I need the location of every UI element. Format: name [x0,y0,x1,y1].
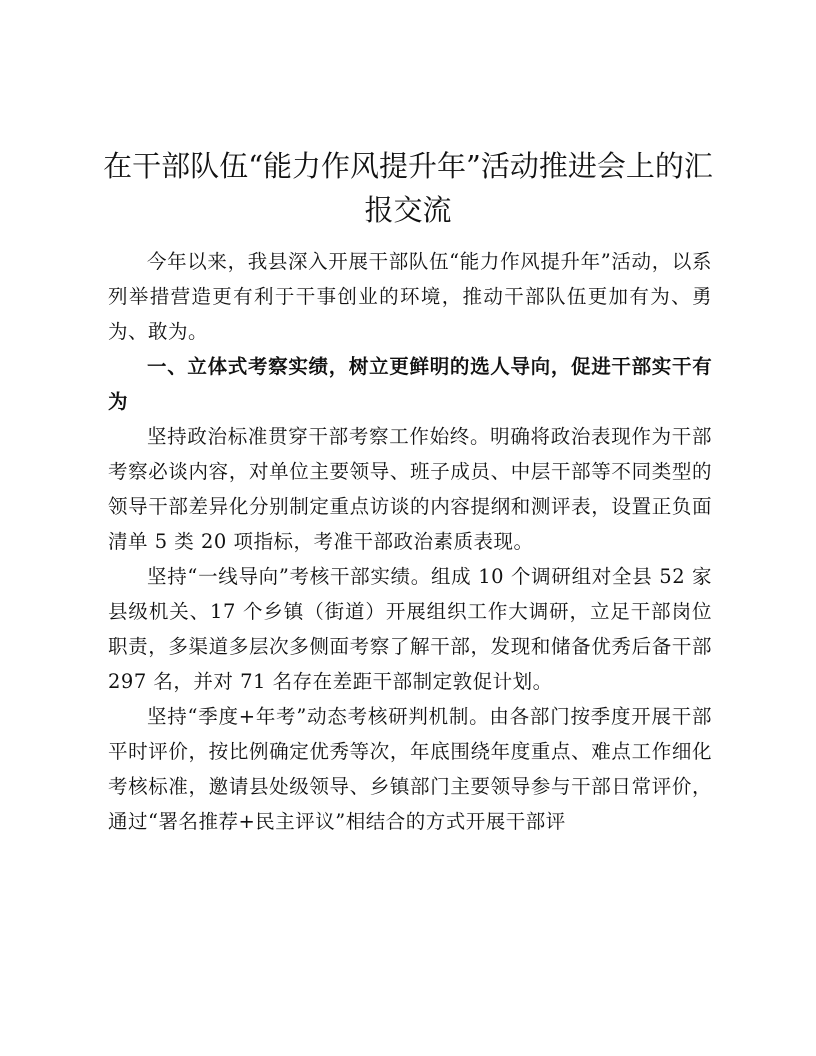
paragraph-intro: 今年以来，我县深入开展干部队伍“能力作风提升年”活动，以系列举措营造更有利于干事创业的环境，推动干部队伍更加有为、勇为、敢为。 [108,250,712,343]
document-body [108,244,712,839]
paragraph-quarterly-assessment: 坚持“季度+年考”动态考核研判机制。由各部门按季度开展干部平时评价，按比例确定优秀等次，年底围绕年度重点、难点工作细化考核标准，邀请县处级领导、乡镇部门主要领导参与干部日常评价，通过“署名推荐+民主评议”相结合的方式开展干部评 [108,705,712,833]
document-title: 在干部队伍“能力作风提升年”活动推进会上的汇报交流 [103,149,713,227]
section-heading-1: 一、立体式考察实绩，树立更鲜明的选人导向，促进干部实干有为 [108,355,712,413]
paragraph-political-standard: 坚持政治标准贯穿干部考察工作始终。明确将政治表现作为干部考察必谈内容，对单位主要领导、班子成员、中层干部等不同类型的领导干部差异化分别制定重点访谈的内容提纲和测评表，设置正负面清单 5 类 20 项指标，考准干部政治素质表现。 [108,425,712,553]
paragraph-frontline-orientation: 坚持“一线导向”考核干部实绩。组成 10 个调研组对全县 52 家县级机关、17 个乡镇（街道）开展组织工作大调研，立足干部岗位职责，多渠道多层次多侧面考察了解干部，发现和储备优秀后备干部 297 名，并对 71 名存在差距干部制定敦促计划。 [108,565,712,693]
